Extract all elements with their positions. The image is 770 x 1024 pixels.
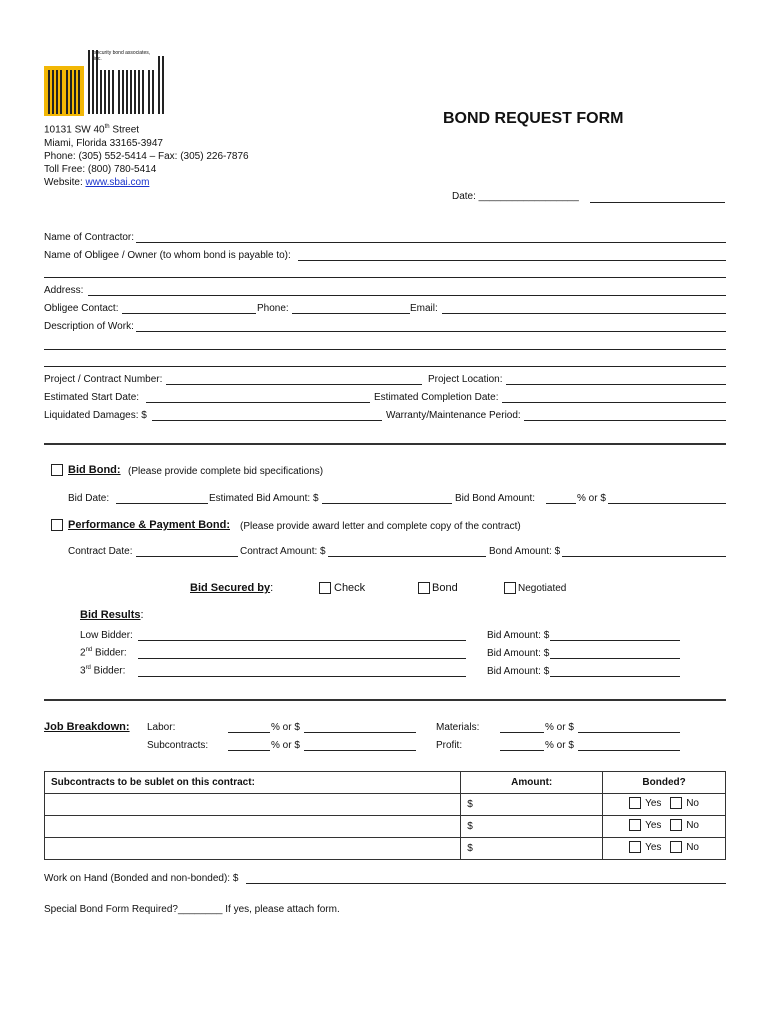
email-label: Email:	[410, 303, 438, 314]
col-amount-header: Amount:	[461, 772, 603, 794]
subcontract-cell[interactable]	[45, 816, 461, 838]
bid-bond-pct-field[interactable]	[546, 503, 576, 504]
obligee-label: Name of Obligee / Owner (to whom bond is payable to):	[44, 250, 291, 261]
negotiated-option-checkbox[interactable]	[504, 582, 516, 594]
bid-date-field[interactable]	[116, 503, 208, 504]
description-field[interactable]	[136, 331, 726, 332]
yes-checkbox[interactable]	[629, 841, 641, 853]
amount-cell[interactable]: $	[461, 794, 603, 816]
yes-checkbox[interactable]	[629, 797, 641, 809]
warranty-field[interactable]	[524, 420, 726, 421]
email-field[interactable]	[442, 313, 726, 314]
obligee-field[interactable]	[298, 260, 726, 261]
bid-bond-title: Bid Bond:	[68, 464, 121, 476]
job-breakdown-title: Job Breakdown:	[44, 721, 130, 733]
labor-pct-field[interactable]	[228, 732, 270, 733]
liquidated-field[interactable]	[152, 420, 382, 421]
page-title: BOND REQUEST FORM	[443, 110, 624, 127]
table-row	[45, 838, 726, 860]
bonded-cell: Yes No	[603, 816, 726, 838]
contract-number-field[interactable]	[166, 384, 422, 385]
perf-bond-note: (Please provide award letter and complete copy of the contract)	[240, 521, 521, 532]
bid-amount-label-2: Bid Amount: $	[487, 648, 550, 659]
phone-field[interactable]	[292, 313, 410, 314]
amount-cell[interactable]: $	[461, 816, 603, 838]
low-bidder-label: Low Bidder:	[80, 630, 133, 641]
bid-bond-checkbox[interactable]	[51, 464, 63, 476]
perf-bond-checkbox[interactable]	[51, 519, 63, 531]
description-field-3[interactable]	[44, 366, 726, 367]
profit-label: Profit:	[436, 740, 463, 751]
materials-pct-field[interactable]	[500, 732, 544, 733]
bond-option-checkbox[interactable]	[418, 582, 430, 594]
perf-bond-title: Performance & Payment Bond:	[68, 519, 230, 531]
special-bond-label: Special Bond Form Required?________ If yes, please attach form.	[44, 904, 340, 915]
second-bidder-field[interactable]	[138, 658, 466, 659]
check-option-label: Check	[334, 582, 366, 594]
subcontracts-pct-or: % or $	[271, 740, 300, 751]
address-field[interactable]	[88, 295, 726, 296]
logo-subtext: security bond associates, inc.	[94, 50, 151, 62]
description-field-2[interactable]	[44, 349, 726, 350]
subcontracts-label: Subcontracts:	[147, 740, 209, 751]
bid-amount-label-3: Bid Amount: $	[487, 666, 550, 677]
section-divider-2	[44, 699, 726, 701]
contract-number-label: Project / Contract Number:	[44, 374, 163, 385]
pct-or-label: % or $	[577, 493, 606, 504]
bid-amount-field-1[interactable]	[550, 640, 680, 641]
completion-date-field[interactable]	[502, 402, 726, 403]
bonded-cell: Yes No	[603, 838, 726, 860]
bid-bond-amount-label: Bid Bond Amount:	[455, 493, 536, 504]
col-subcontracts-header: Subcontracts to be sublet on this contract:	[45, 772, 461, 794]
toll-free-line: Toll Free: (800) 780-5414	[44, 164, 157, 175]
description-label: Description of Work:	[44, 321, 134, 332]
second-bidder-label: 2nd Bidder:	[80, 647, 127, 659]
bid-bond-note: (Please provide complete bid specifications)	[128, 466, 324, 477]
project-location-label: Project Location:	[428, 374, 503, 385]
website-line: Website: www.sbai.com	[44, 177, 150, 188]
bid-results-title: Bid Results:	[80, 609, 144, 621]
start-date-label: Estimated Start Date:	[44, 392, 140, 403]
subcontract-cell[interactable]	[45, 794, 461, 816]
bid-date-label: Bid Date:	[68, 493, 110, 504]
subcontracts-dollar-field[interactable]	[304, 750, 416, 751]
phone-label: Phone:	[257, 303, 289, 314]
obligee-field-2[interactable]	[44, 277, 726, 278]
bid-bond-dollar-field[interactable]	[608, 503, 726, 504]
work-on-hand-field[interactable]	[246, 883, 726, 884]
subcontracts-pct-field[interactable]	[228, 750, 270, 751]
no-checkbox[interactable]	[670, 819, 682, 831]
est-bid-amount-field[interactable]	[322, 503, 452, 504]
profit-dollar-field[interactable]	[578, 750, 680, 751]
profit-pct-field[interactable]	[500, 750, 544, 751]
contract-date-label: Contract Date:	[68, 546, 133, 557]
table-row	[45, 794, 726, 816]
date-field[interactable]	[590, 202, 725, 203]
third-bidder-field[interactable]	[138, 676, 466, 677]
start-date-field[interactable]	[146, 402, 370, 403]
bid-amount-field-2[interactable]	[550, 658, 680, 659]
obligee-contact-label: Obligee Contact:	[44, 303, 119, 314]
low-bidder-field[interactable]	[138, 640, 466, 641]
profit-pct-or: % or $	[545, 740, 574, 751]
bonded-cell: Yes No	[603, 794, 726, 816]
obligee-contact-field[interactable]	[122, 313, 256, 314]
check-option-checkbox[interactable]	[319, 582, 331, 594]
subcontracts-table	[44, 771, 726, 860]
project-location-field[interactable]	[506, 384, 726, 385]
materials-label: Materials:	[436, 722, 480, 733]
warranty-label: Warranty/Maintenance Period:	[386, 410, 521, 421]
contract-amount-label: Contract Amount: $	[240, 546, 326, 557]
bid-amount-label-1: Bid Amount: $	[487, 630, 550, 641]
address-label: Address:	[44, 285, 84, 296]
yes-checkbox[interactable]	[629, 819, 641, 831]
col-bonded-header: Bonded?	[603, 772, 726, 794]
bond-amount-field[interactable]	[562, 556, 726, 557]
phone-fax-line: Phone: (305) 552-5414 – Fax: (305) 226-7876	[44, 151, 249, 162]
bond-option-label: Bond	[432, 582, 458, 594]
labor-dollar-field[interactable]	[304, 732, 416, 733]
labor-label: Labor:	[147, 722, 176, 733]
table-row	[45, 816, 726, 838]
contract-date-field[interactable]	[136, 556, 238, 557]
liquidated-label: Liquidated Damages: $	[44, 410, 147, 421]
subcontract-cell[interactable]	[45, 838, 461, 860]
labor-pct-or: % or $	[271, 722, 300, 733]
website-link[interactable]: www.sbai.com	[85, 177, 150, 188]
contractor-label: Name of Contractor:	[44, 232, 135, 243]
contract-amount-field[interactable]	[328, 556, 486, 557]
work-on-hand-label: Work on Hand (Bonded and non-bonded): $	[44, 873, 239, 884]
third-bidder-label: 3rd Bidder:	[80, 665, 126, 677]
city-line: Miami, Florida 33165-3947	[44, 138, 163, 149]
bid-amount-field-3[interactable]	[550, 676, 680, 677]
est-bid-amount-label: Estimated Bid Amount: $	[209, 493, 319, 504]
bid-secured-label: Bid Secured by:	[190, 582, 274, 594]
contractor-field[interactable]	[136, 242, 726, 243]
date-label: Date: __________________	[452, 191, 579, 202]
negotiated-option-label: Negotiated	[518, 583, 567, 594]
no-checkbox[interactable]	[670, 841, 682, 853]
no-checkbox[interactable]	[670, 797, 682, 809]
completion-date-label: Estimated Completion Date:	[374, 392, 499, 403]
address-line: 10131 SW 40th Street	[44, 124, 140, 136]
materials-dollar-field[interactable]	[578, 732, 680, 733]
materials-pct-or: % or $	[545, 722, 574, 733]
section-divider	[44, 443, 726, 445]
table-header-row	[45, 772, 726, 794]
bond-amount-label: Bond Amount: $	[489, 546, 561, 557]
amount-cell[interactable]: $	[461, 838, 603, 860]
